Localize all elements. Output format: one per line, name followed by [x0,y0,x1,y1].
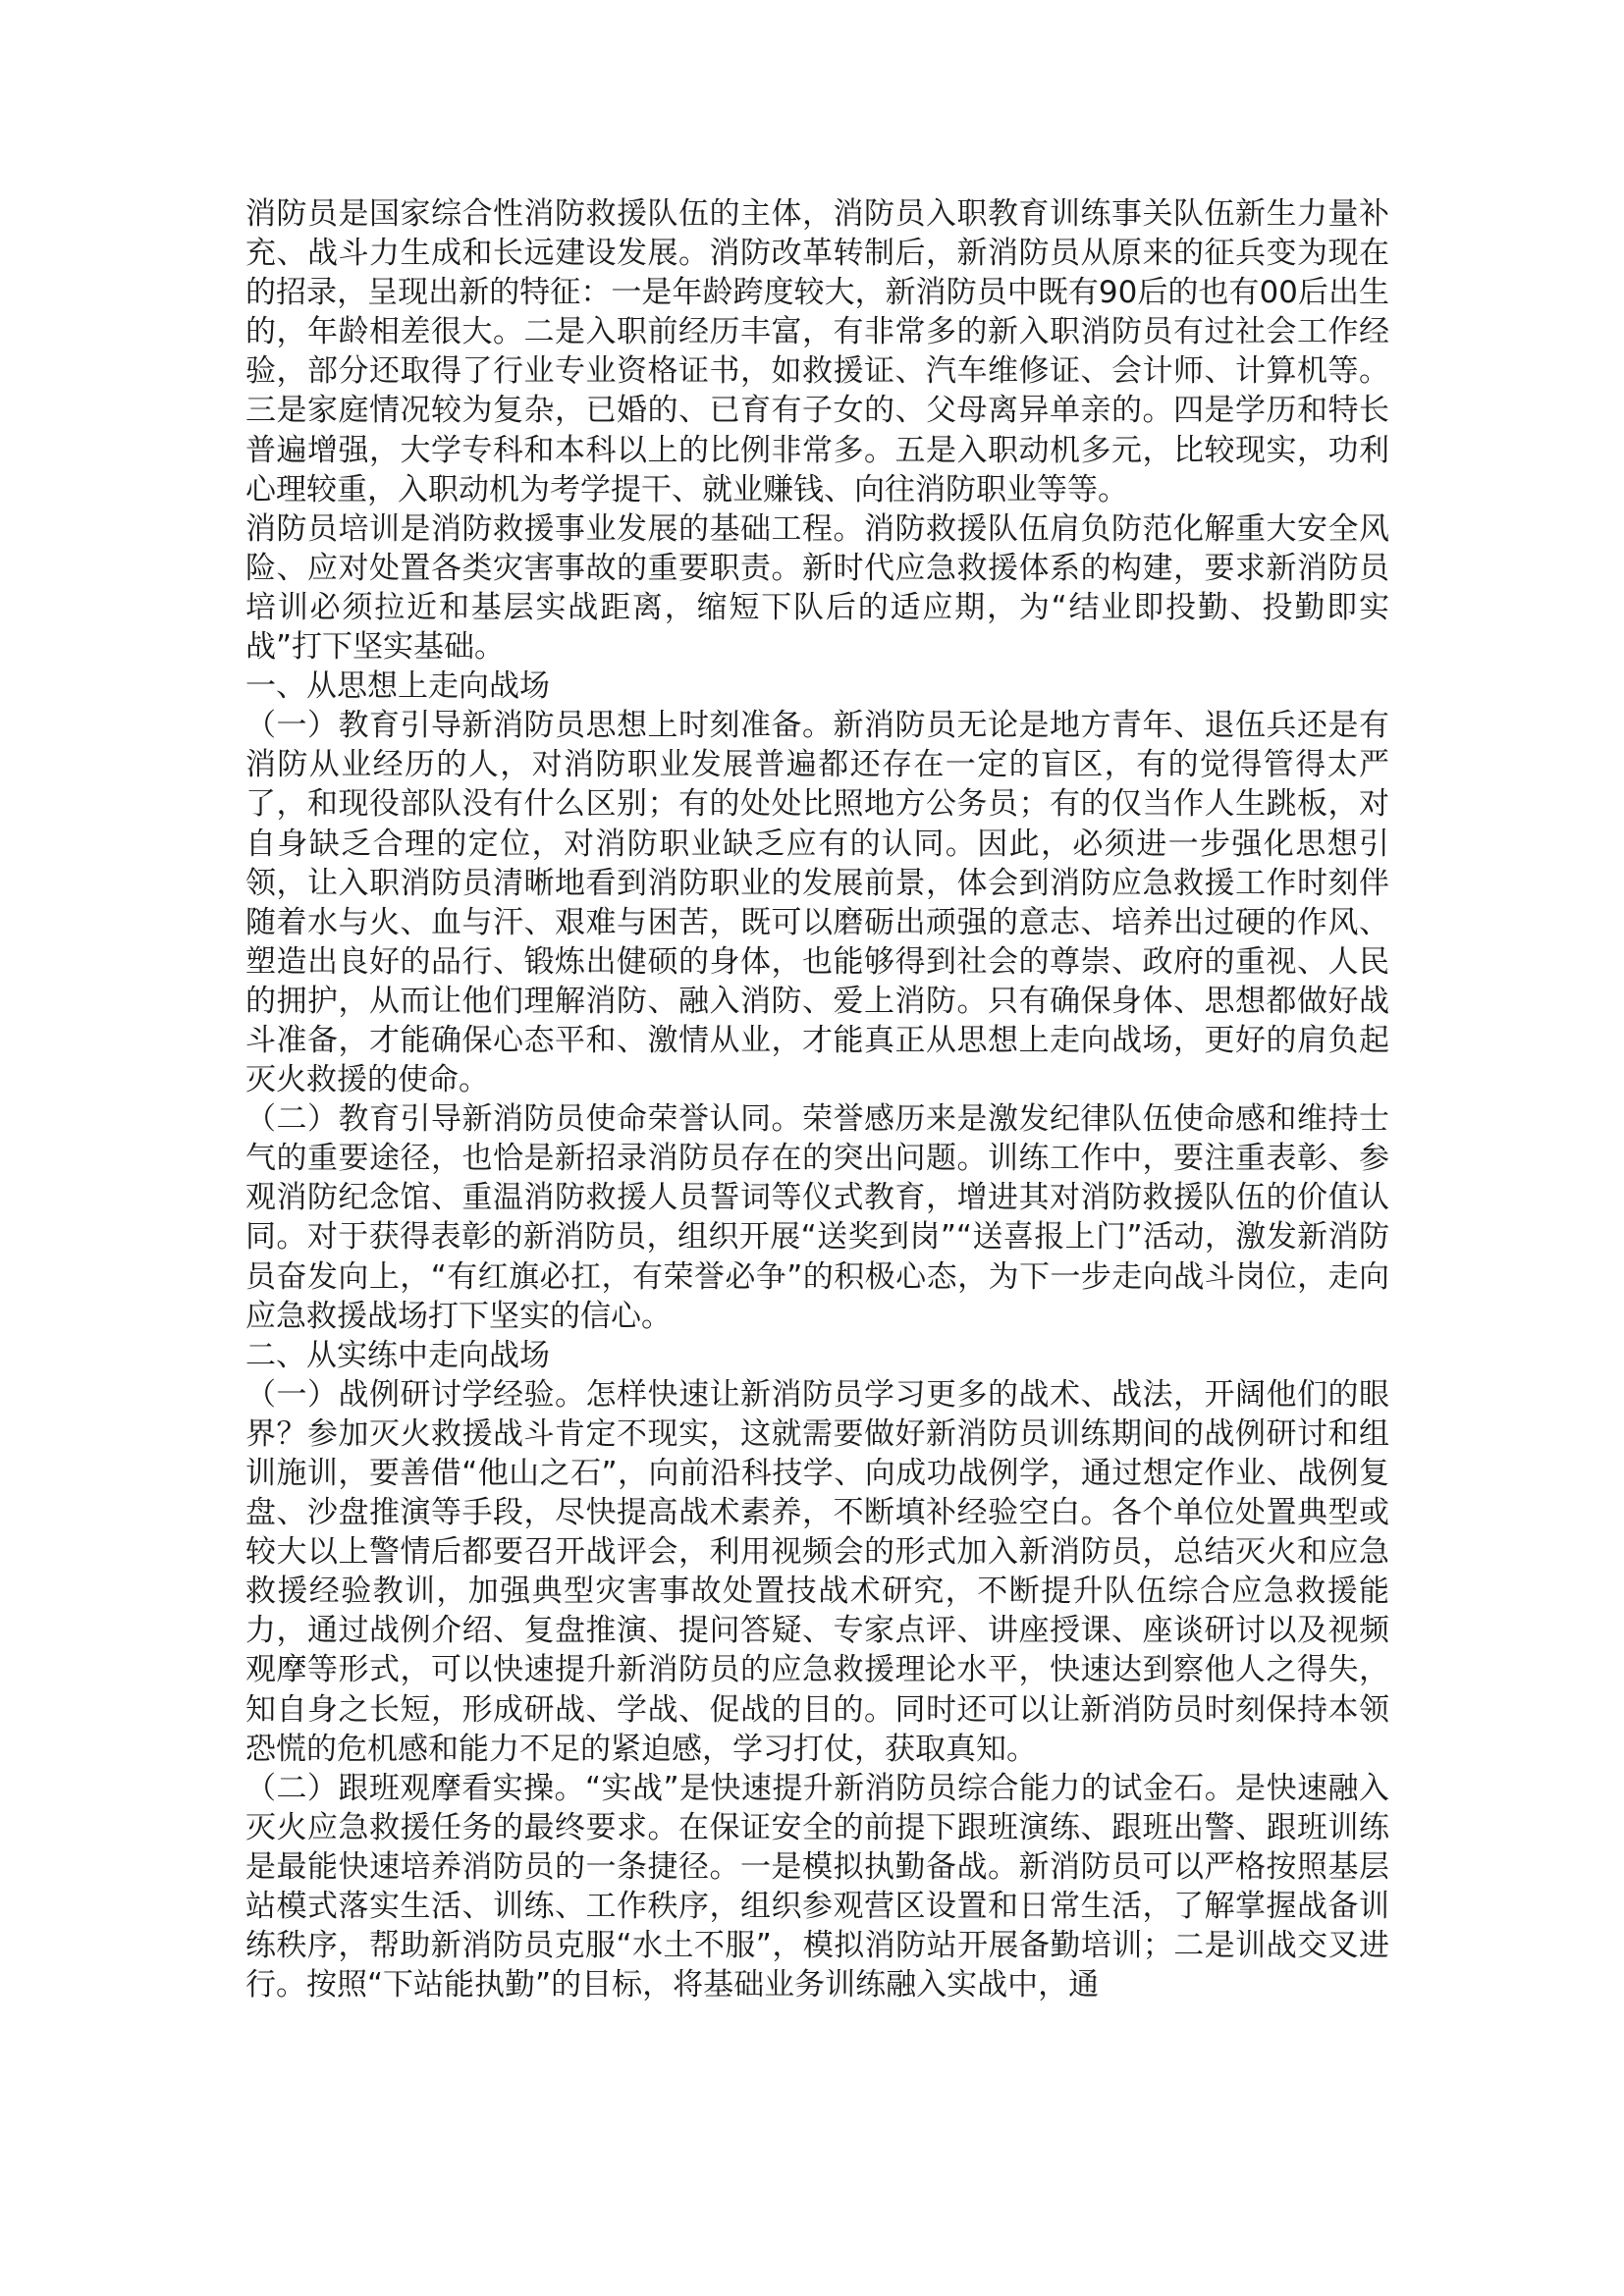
paragraph-section1-item1: （一）教育引导新消防员思想上时刻准备。新消防员无论是地方青年、退伍兵还是有消防从业经历的人，对消防职业发展普遍都还存在一定的盲区，有的觉得管得太严了，和现役部队没有什么区别；有的处处比照地方公务员；有的仅当作人生跳板，对自身缺乏合理的定位，对消防职业缺乏应有的认同。因此，必须进一步强化思想引领，让入职消防员清晰地看到消防职业的发展前景，体会到消防应急救援工作时刻伴随着水与火、血与汗、艰难与困苦，既可以磨砺出顽强的意志、培养出过硬的作风、塑造出良好的品行、锻炼出健硕的身体，也能够得到社会的尊崇、政府的重视、人民的拥护，从而让他们理解消防、融入消防、爱上消防。只有确保身体、思想都做好战斗准备，才能确保心态平和、激情从业，才能真正从思想上走向战场，更好的肩负起灭火救援的使命。 [245,708,1389,1098]
paragraph-section1-item2: （二）教育引导新消防员使命荣誉认同。荣誉感历来是激发纪律队伍使命感和维持士气的重要途径，也恰是新招录消防员存在的突出问题。训练工作中，要注重表彰、参观消防纪念馆、重温消防救援人员誓词等仪式教育，增进其对消防救援队伍的价值认同。对于获得表彰的新消防员，组织开展“送奖到岗”“送喜报上门”活动，激发新消防员奋发向上，“有红旗必扛，有荣誉必争”的积极心态，为下一步走向战斗岗位，走向应急救援战场打下坚实的信心。 [245,1101,1389,1334]
section-heading-1: 一、从思想上走向战场 [245,668,550,705]
section-heading-2: 二、从实练中走向战场 [245,1337,550,1373]
paragraph-section2-item2: （二）跟班观摩看实操。“实战”是快速提升新消防员综合能力的试金石。是快速融入灭火应急救援任务的最终要求。在保证安全的前提下跟班演练、跟班出警、跟班训练是最能快速培养消防员的一条捷径。一是模拟执勤备战。新消防员可以严格按照基层站模式落实生活、训练、工作秩序，组织参观营区设置和日常生活，了解掌握战备训练秩序，帮助新消防员克服“水土不服”，模拟消防站开展备勤培训；二是训战交叉进行。按照“下站能执勤”的目标，将基础业务训练融入实战中，通 [245,1770,1389,2003]
document-body [245,194,1389,2004]
paragraph-section2-item1: （一）战例研讨学经验。怎样快速让新消防员学习更多的战术、战法，开阔他们的眼界？参加灭火救援战斗肯定不现实，这就需要做好新消防员训练期间的战例研讨和组训施训，要善借“他山之石”，向前沿科技学、向成功战例学，通过想定作业、战例复盘、沙盘推演等手段，尽快提高战术素养，不断填补经验空白。各个单位处置典型或较大以上警情后都要召开战评会，利用视频会的形式加入新消防员，总结灭火和应急救援经验教训，加强典型灾害事故处置技战术研究，不断提升队伍综合应急救援能力，通过战例介绍、复盘推演、提问答疑、专家点评、讲座授课、座谈研讨以及视频观摩等形式，可以快速提升新消防员的应急救援理论水平，快速达到察他人之得失，知自身之长短，形成研战、学战、促战的目的。同时还可以让新消防员时刻保持本领恐慌的危机感和能力不足的紧迫感，学习打仗，获取真知。 [245,1376,1389,1767]
paragraph-intro: 消防员是国家综合性消防救援队伍的主体，消防员入职教育训练事关队伍新生力量补充、战斗力生成和长远建设发展。消防改革转制后，新消防员从原来的征兵变为现在的招录，呈现出新的特征：一是年龄跨度较大，新消防员中既有90后的也有00后出生的，年龄相差很大。二是入职前经历丰富，有非常多的新入职消防员有过社会工作经验，部分还取得了行业专业资格证书，如救援证、汽车维修证、会计师、计算机等。三是家庭情况较为复杂，已婚的、已育有子女的、父母离异单亲的。四是学历和特长普遍增强，大学专科和本科以上的比例非常多。五是入职动机多元，比较现实，功利心理较重，入职动机为考学提干、就业赚钱、向往消防职业等等。 [245,196,1389,507]
paragraph-training-foundation: 消防员培训是消防救援事业发展的基础工程。消防救援队伍肩负防范化解重大安全风险、应对处置各类灾害事故的重要职责。新时代应急救援体系的构建，要求新消防员培训必须拉近和基层实战距离，缩短下队后的适应期，为“结业即投勤、投勤即实战”打下坚实基础。 [245,510,1389,666]
